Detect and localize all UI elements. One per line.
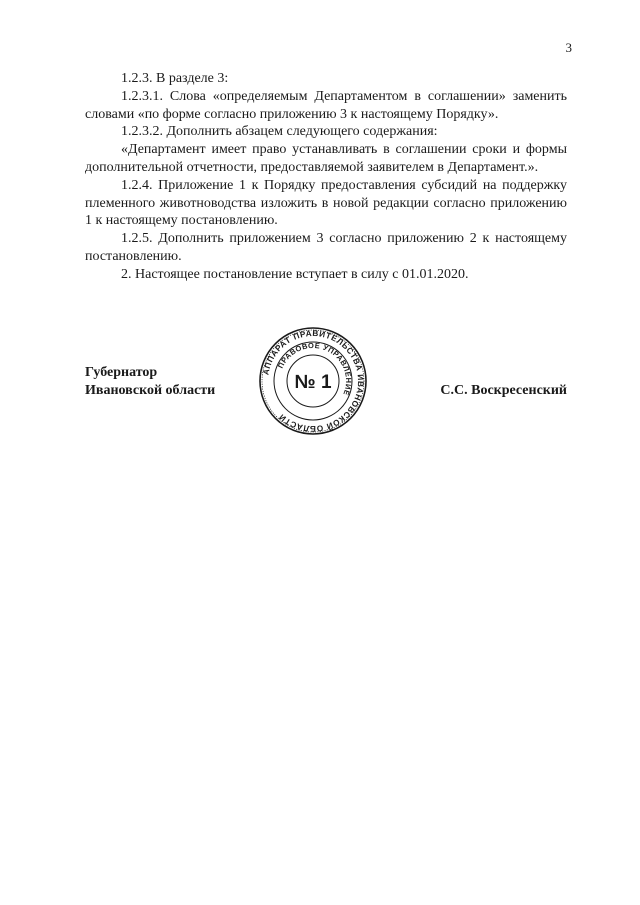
paragraph-1-2-3-2: 1.2.3.2. Дополнить абзацем следующего содержания: (121, 124, 438, 140)
stamp-number: № 1 (294, 372, 332, 393)
signatory-name: С.С. Воскресенский (440, 383, 567, 398)
page-number: 3 (565, 40, 572, 55)
stamp-outer-text: АППАРАТ ПРАВИТЕЛЬСТВА ИВАНОВСКОЙ ОБЛАСТИ (261, 328, 366, 434)
signatory-title-line2: Ивановской области (85, 382, 216, 398)
paragraph-quote: «Департамент имеет право устанавливать в соглашении сроки и формы дополнительной отчетности, предоставляемой заявителем в Департамент.». (85, 142, 567, 175)
signatory-title (85, 364, 215, 400)
paragraph-1-2-3-1: 1.2.3.1. Слова «определяемым Департаментом в соглашении» заменить словами «по форме согласно приложению 3 к настоящему Порядку». (85, 88, 567, 122)
paragraph-1-2-3: 1.2.3. В разделе 3: (121, 71, 229, 86)
official-stamp (258, 326, 368, 436)
stamp-inner-text: ПРАВОВОЕ УПРАВЛЕНИЕ (275, 340, 354, 397)
paragraph-1-2-4: 1.2.4. Приложение 1 к Порядку предоставления субсидий на поддержку племенного животноводства изложить в новой редакции согласно приложению 1 к настоящему постановлению. (85, 177, 567, 229)
paragraph-2: 2. Настоящее постановление вступает в силу с 01.01.2020. (121, 266, 469, 282)
signatory-title-line1: Губернатор (85, 365, 158, 380)
paragraph-1-2-5: 1.2.5. Дополнить приложением 3 согласно приложению 2 к настоящему постановлению. (85, 231, 567, 264)
document-body (85, 70, 567, 284)
